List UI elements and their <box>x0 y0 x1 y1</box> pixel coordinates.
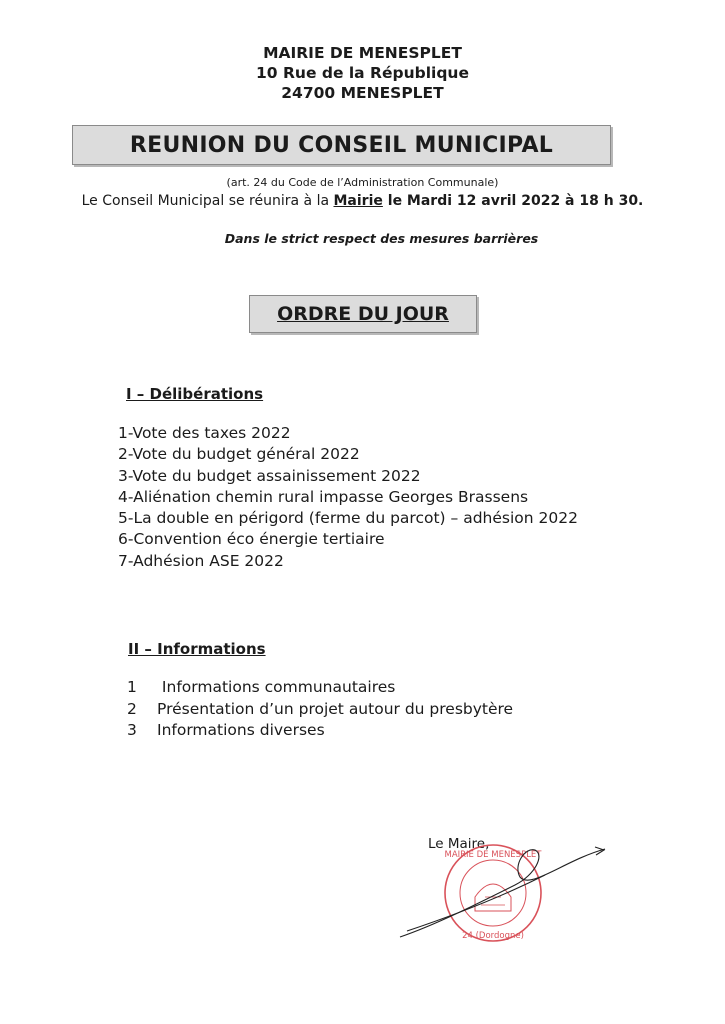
page-title: REUNION DU CONSEIL MUNICIPAL <box>129 132 554 158</box>
list-item: 4-Aliénation chemin rural impasse Georges Brassens <box>118 487 529 506</box>
list-item <box>127 720 513 742</box>
agenda-title-box <box>249 295 477 333</box>
item-text: Présentation d’un projet autour du presbytère <box>157 699 514 718</box>
agenda-title: ORDRE DU JOUR <box>277 303 449 325</box>
article-reference: (art. 24 du Code de l’Administration Communale) <box>226 176 499 189</box>
handwritten-signature-icon <box>400 847 605 937</box>
list-item: 3-Vote du budget assainissement 2022 <box>118 466 421 485</box>
barrier-note: Dans le strict respect des mesures barrières <box>224 231 539 246</box>
deliberations-list <box>118 423 578 572</box>
mairie-header <box>0 43 725 103</box>
convocation-prefix: Le Conseil Municipal se réunira à la <box>81 193 334 209</box>
item-text: Informations communautaires <box>157 678 396 696</box>
list-item <box>127 699 513 721</box>
list-item: 5-La double en périgord (ferme du parcot) – adhésion 2022 <box>118 509 578 528</box>
svg-text:24 (Dordogne): 24 (Dordogne) <box>462 931 524 941</box>
informations-heading: II – Informations <box>128 640 266 658</box>
header-line-3: 24700 MENESPLET <box>281 84 444 102</box>
item-text: Informations diverses <box>157 721 325 739</box>
convocation-place: Mairie <box>333 193 383 209</box>
svg-text:MAIRIE DE MENESPLET: MAIRIE DE MENESPLET <box>444 850 542 860</box>
signature-stamp-graphic <box>395 835 610 945</box>
mairie-stamp-icon <box>444 845 542 941</box>
list-item <box>127 677 513 699</box>
title-box <box>72 125 611 165</box>
item-number: 1 <box>127 678 137 696</box>
list-item: 2-Vote du budget général 2022 <box>118 445 360 464</box>
item-number: 3 <box>127 721 137 739</box>
convocation-line <box>0 193 725 209</box>
convocation-date: le Mardi 12 avril 2022 à 18 h 30. <box>382 193 644 209</box>
list-item: 7-Adhésion ASE 2022 <box>118 551 284 570</box>
deliberations-heading: I – Délibérations <box>126 385 264 403</box>
signature-label: Le Maire, <box>428 836 490 852</box>
header-line-2: 10 Rue de la République <box>256 64 469 82</box>
list-item: 1-Vote des taxes 2022 <box>118 424 291 442</box>
informations-list <box>127 677 513 742</box>
list-item: 6-Convention éco énergie tertiaire <box>118 530 385 549</box>
item-number: 2 <box>127 699 137 718</box>
header-line-1: MAIRIE DE MENESPLET <box>263 44 462 62</box>
